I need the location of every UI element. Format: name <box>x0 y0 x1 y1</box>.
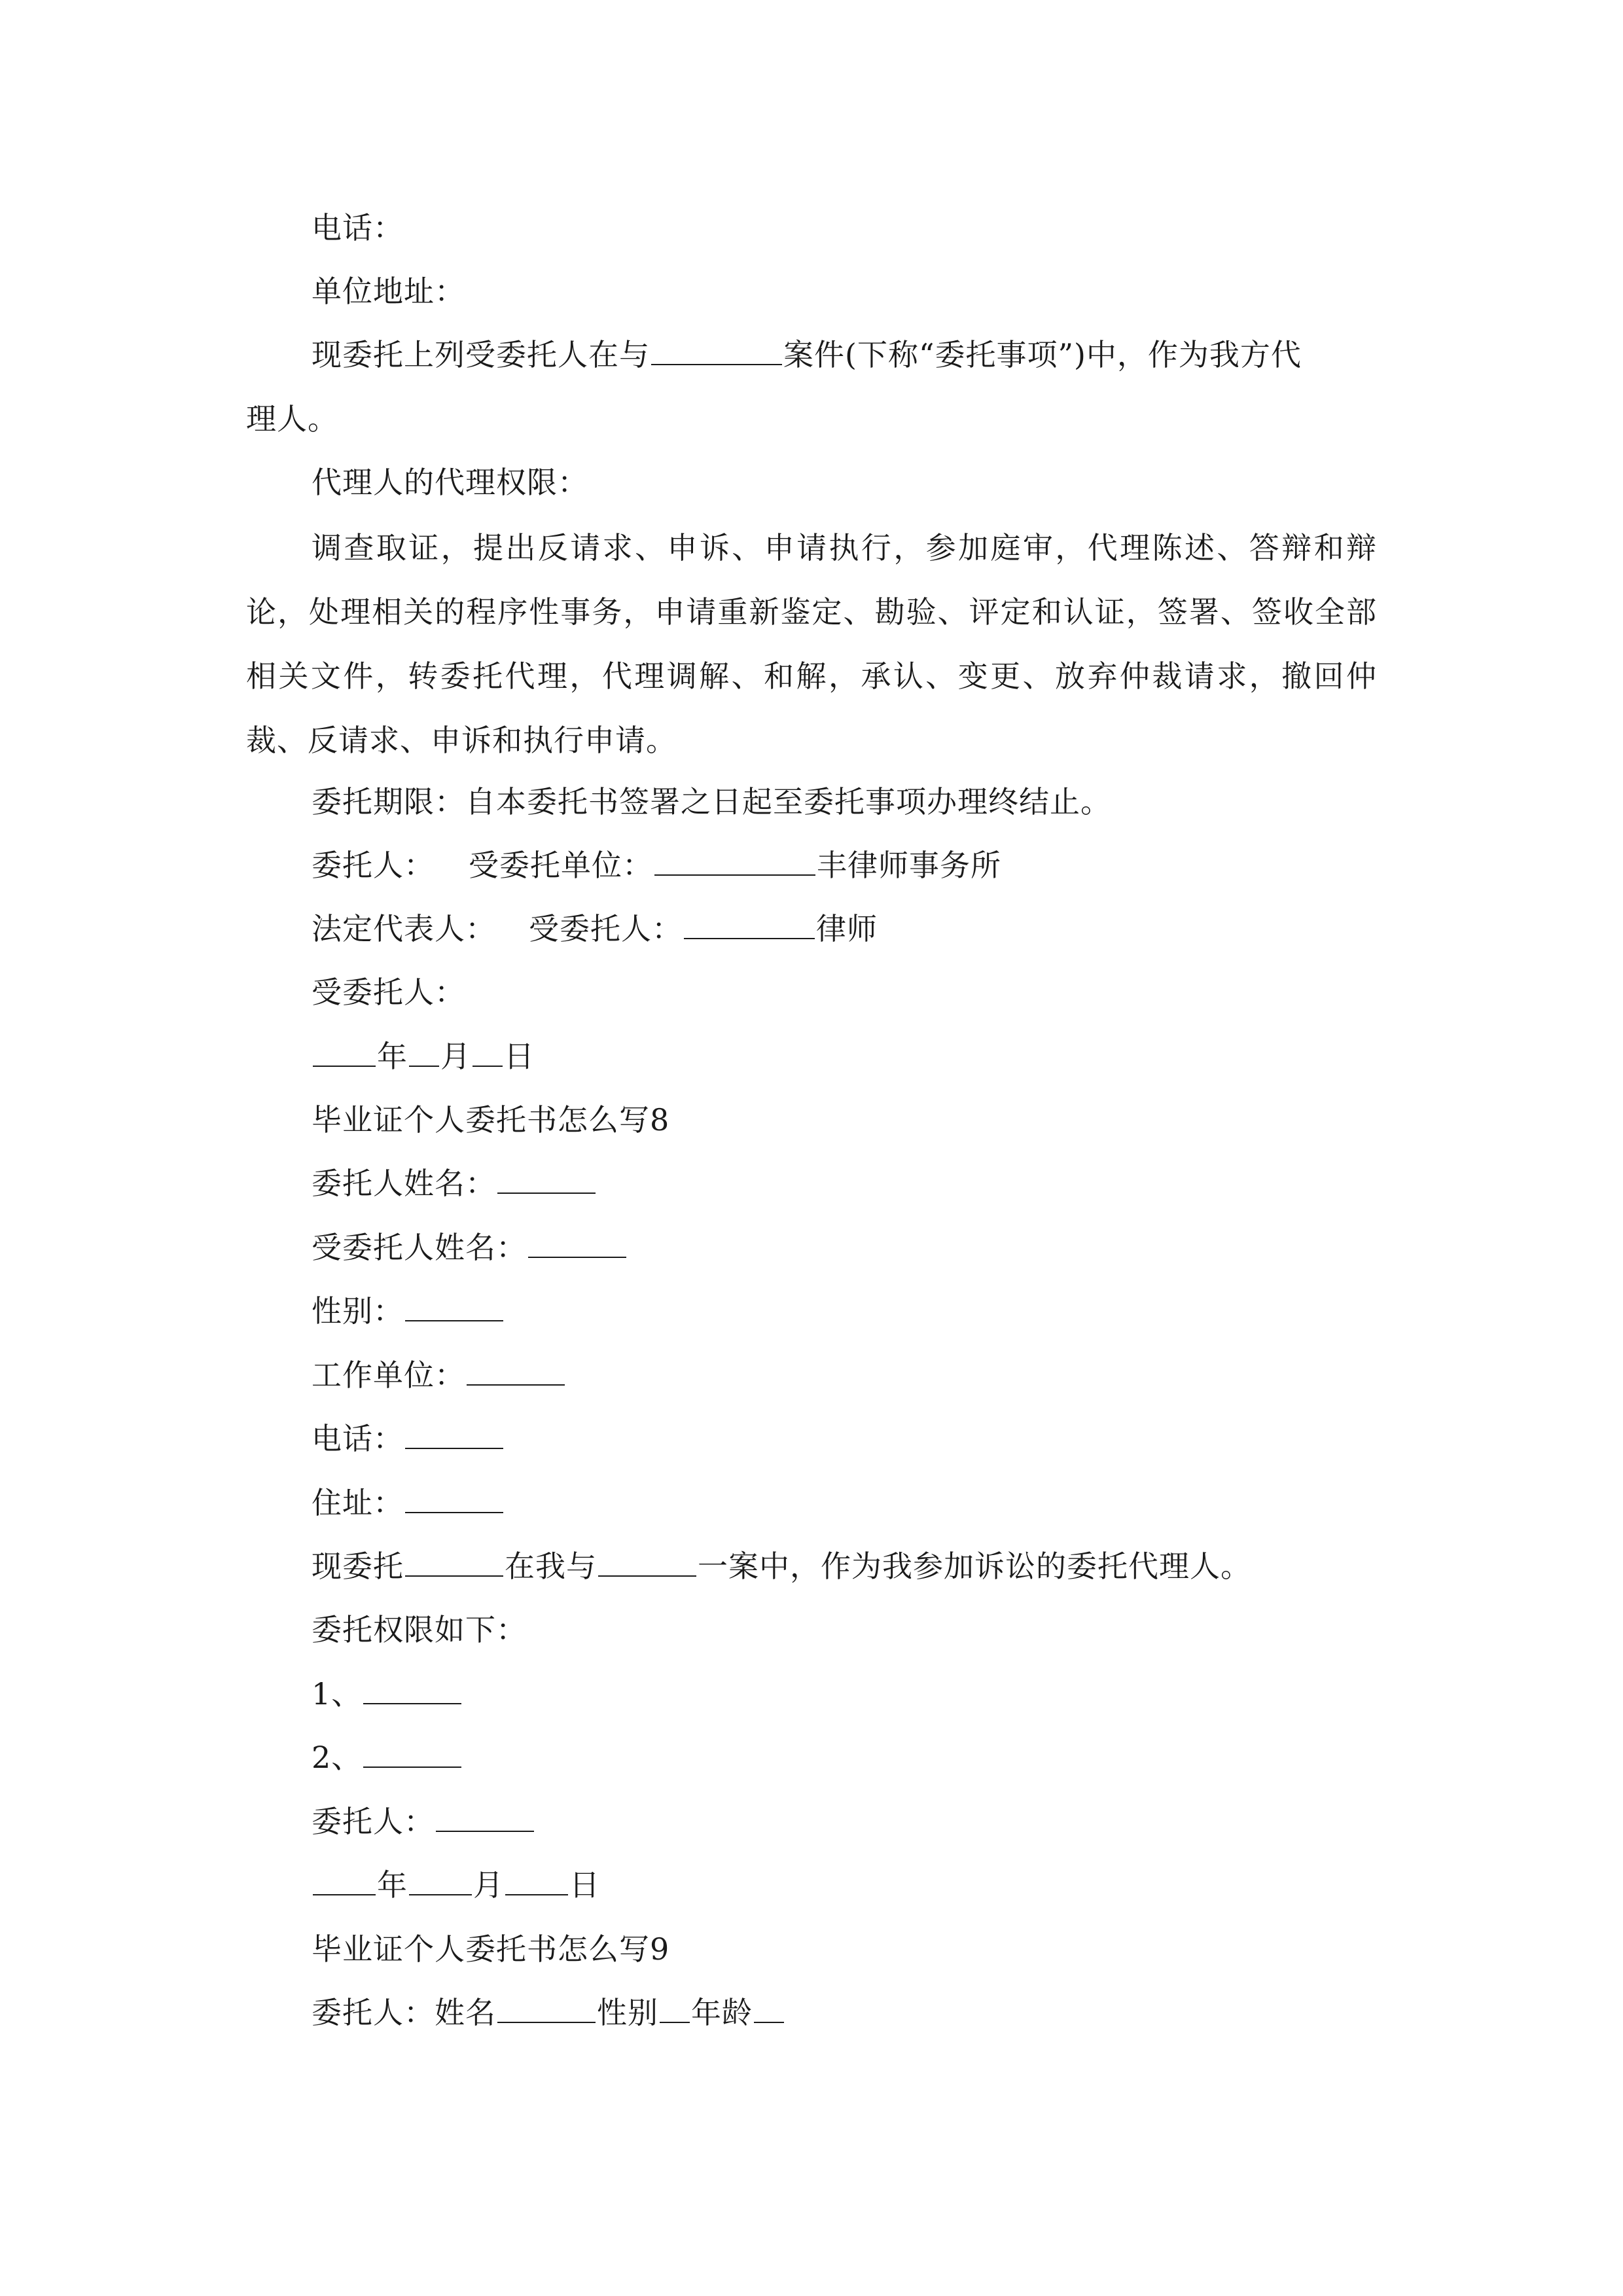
authority-paragraph: 调查取证，提出反请求、申诉、申请执行，参加庭审，代理陈述、答辩和辩论，处理相关的程序性事务，申请重新鉴定、勘验、评定和认证，签署、签收全部相关文件，转委托代理，代理调解、和解，承认、变更、放弃仲裁请求，撤回仲裁、反请求、申诉和执行申请。 <box>246 530 1377 758</box>
year-label: 年 <box>377 1039 408 1074</box>
agent-name-blank <box>528 1230 626 1258</box>
item-1-number: 1、 <box>312 1676 363 1712</box>
item-2-line <box>312 1738 463 1777</box>
agent-line <box>312 973 465 1012</box>
year2-label: 年 <box>377 1867 408 1903</box>
principal-sign-line <box>312 1802 535 1841</box>
unit-address-line <box>312 272 465 311</box>
phone2-line <box>312 1419 505 1458</box>
entrust2-text-a: 现委托 <box>312 1549 404 1584</box>
principal9-name-blank <box>497 1996 596 2023</box>
authority-title-line <box>312 463 588 502</box>
principal-sign-blank <box>436 1804 534 1832</box>
entrust2-text-b: 在我与 <box>505 1549 597 1584</box>
agent-name-label: 受委托人姓名： <box>312 1230 527 1265</box>
entrusted-unit-blank <box>654 848 815 876</box>
principal-sign-label: 委托人： <box>312 1804 435 1839</box>
principal9-name-label: 委托人：姓名 <box>312 1995 496 2030</box>
lawyer-text: 律师 <box>816 911 878 946</box>
term-line <box>312 782 1111 821</box>
heading-8: 毕业证个人委托书怎么写8 <box>312 1102 670 1138</box>
legal-rep-label: 法定代表人： <box>312 911 496 946</box>
item-2-blank <box>363 1740 461 1768</box>
powers-title: 委托权限如下： <box>312 1612 527 1647</box>
address-label: 住址： <box>312 1485 404 1520</box>
gender-blank <box>405 1294 503 1321</box>
principal9-gender-label: 性别 <box>597 1995 658 2030</box>
phone2-blank <box>405 1422 503 1449</box>
month-label: 月 <box>440 1039 471 1074</box>
entrust-text-a: 现委托上列受委托人在与 <box>312 337 650 372</box>
entrusted-unit-label: 受委托单位： <box>469 848 653 883</box>
entrust-text-b: 案件(下称“委托事项”)中，作为我方代 <box>783 337 1302 372</box>
day2-blank <box>505 1868 568 1895</box>
principal9-line <box>312 1993 785 2032</box>
day-blank <box>473 1039 503 1067</box>
day-label: 日 <box>504 1039 535 1074</box>
principal9-gender-blank <box>660 1996 690 2023</box>
entrust2-line <box>312 1547 1251 1586</box>
address-blank <box>405 1486 503 1513</box>
phone-label: 电话： <box>312 210 404 245</box>
agent-blank <box>684 912 815 939</box>
year-blank <box>313 1039 376 1067</box>
heading-9: 毕业证个人委托书怎么写9 <box>312 1931 670 1967</box>
item-1-blank <box>363 1677 461 1704</box>
entrust2-text-c: 一案中，作为我参加诉讼的委托代理人。 <box>698 1549 1251 1584</box>
agent-sign-label: 受委托人： <box>312 975 465 1010</box>
gender-line <box>312 1291 505 1331</box>
work-unit-line <box>312 1355 566 1395</box>
law-firm-text: 丰律师事务所 <box>817 848 1001 883</box>
date-line <box>312 1037 535 1076</box>
item-2-number: 2、 <box>312 1740 363 1775</box>
legal-rep-line <box>312 909 878 948</box>
month2-blank <box>409 1868 472 1895</box>
principal9-age-label: 年龄 <box>691 1995 753 2030</box>
authority-title: 代理人的代理权限： <box>312 465 588 500</box>
principal-label: 委托人： <box>312 848 435 883</box>
month-blank <box>409 1039 439 1067</box>
principal-name-label: 委托人姓名： <box>312 1166 496 1201</box>
entrust2-agent-blank <box>405 1549 503 1577</box>
principal-name-line <box>312 1164 597 1203</box>
agent-name-line <box>312 1228 628 1267</box>
work-unit-blank <box>467 1358 565 1386</box>
heading-8-line <box>312 1100 669 1139</box>
gender-label: 性别： <box>312 1293 404 1329</box>
unit-address-label: 单位地址： <box>312 274 465 309</box>
year2-blank <box>313 1868 376 1895</box>
principal-line <box>312 846 1001 885</box>
month2-label: 月 <box>473 1867 504 1903</box>
principal-name-blank <box>497 1166 596 1194</box>
agent-label: 受委托人： <box>529 911 683 946</box>
principal9-age-blank <box>754 1996 784 2023</box>
address-line <box>312 1483 505 1522</box>
work-unit-label: 工作单位： <box>312 1357 465 1393</box>
entrust-line <box>312 335 1302 374</box>
term-text: 委托期限：自本委托书签署之日起至委托事项办理终结止。 <box>312 784 1111 819</box>
case-blank <box>651 338 782 365</box>
date2-line <box>312 1865 600 1905</box>
day2-label: 日 <box>569 1867 600 1903</box>
heading-9-line <box>312 1929 669 1969</box>
entrust2-party-blank <box>598 1549 696 1577</box>
powers-title-line <box>312 1610 527 1649</box>
entrust-text-c: 理人。 <box>246 401 338 437</box>
entrust-line-cont <box>246 399 338 439</box>
item-1-line <box>312 1674 463 1713</box>
phone-line <box>312 208 404 247</box>
phone2-label: 电话： <box>312 1421 404 1456</box>
